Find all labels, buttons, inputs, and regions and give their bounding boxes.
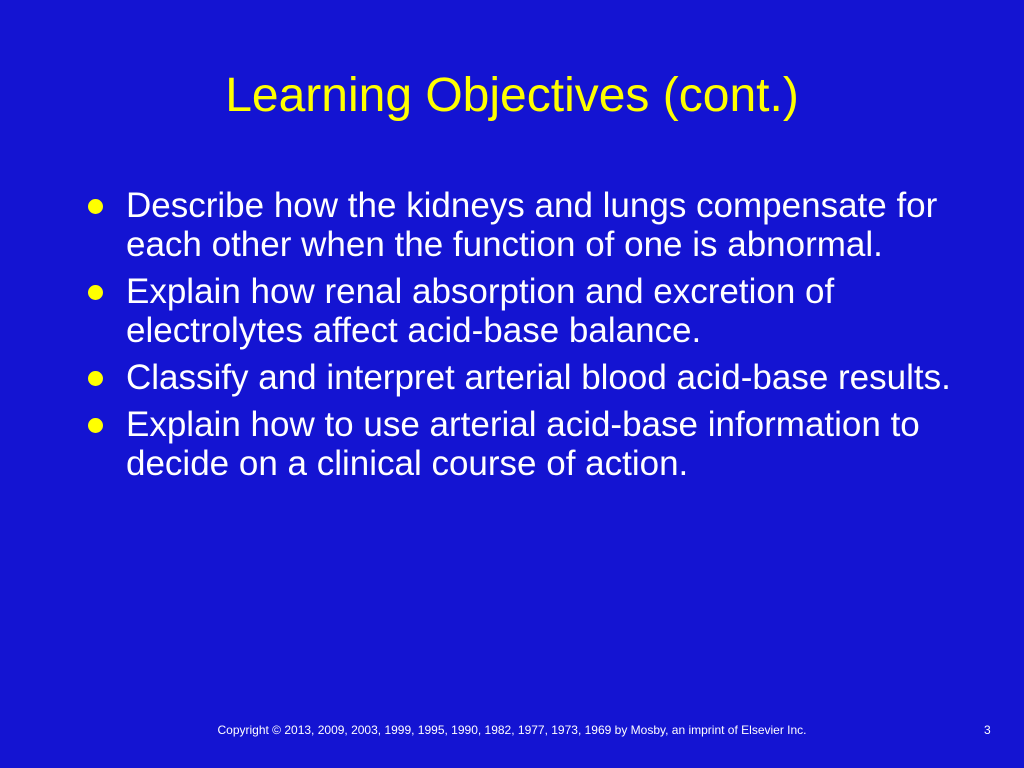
page-number: 3 [984,723,991,737]
bullet-item [88,405,968,483]
bullet-dot-icon [88,199,103,214]
bullet-dot-icon [88,418,103,433]
slide-title: Learning Objectives (cont.) [225,69,799,122]
bullet-text: Describe how the kidneys and lungs compensate for each other when the function of one is abnormal. [126,186,938,264]
bullet-dot-icon [88,371,103,386]
bullet-text: Classify and interpret arterial blood acid-base results. [126,358,951,397]
bullet-text: Explain how to use arterial acid-base information to decide on a clinical course of action. [126,405,920,483]
bullet-dot-icon [88,285,103,300]
bullet-item [88,358,968,397]
copyright-footer: Copyright © 2013, 2009, 2003, 1999, 1995, 1990, 1982, 1977, 1973, 1969 by Mosby, an imprint of Elsevier Inc. [217,723,807,737]
bullet-item [88,272,968,350]
bullet-item [88,186,968,264]
bullet-text: Explain how renal absorption and excretion of electrolytes affect acid-base balance. [126,272,835,350]
bullet-list [88,186,968,491]
